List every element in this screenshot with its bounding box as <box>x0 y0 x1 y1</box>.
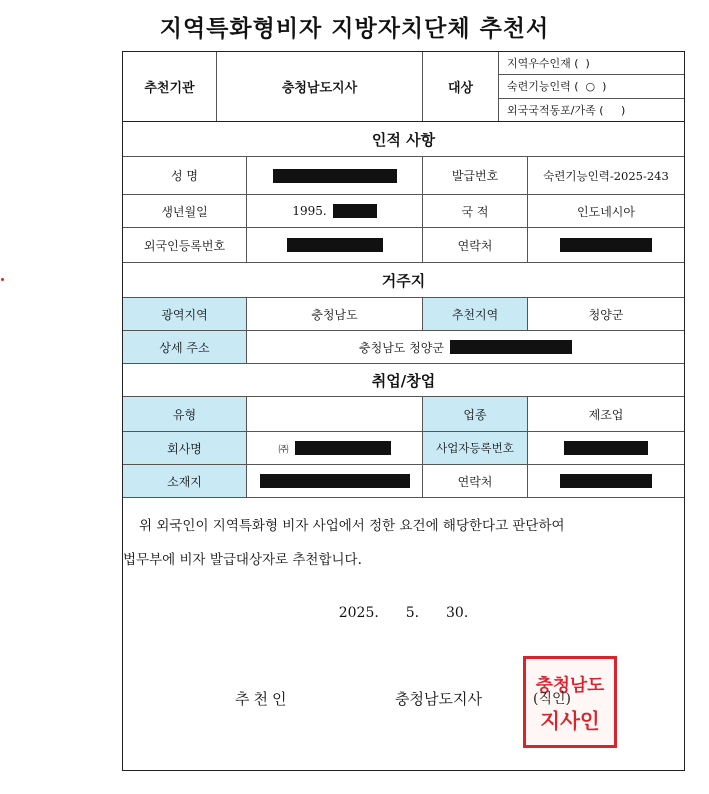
personal-section-row <box>123 122 684 157</box>
name-value <box>247 157 423 194</box>
signature-label: 추천인 <box>235 690 291 708</box>
seal-text-bottom: 지사인 <box>540 709 600 734</box>
company-label: 회사명 <box>123 432 247 464</box>
redaction-bar <box>450 340 572 354</box>
statement-line-1: 위 외국인이 지역특화형 비자 사업에서 정한 요건에 해당한다고 판단하여 <box>139 518 565 534</box>
residence-section-row <box>123 263 684 298</box>
recommendation-form <box>122 51 685 771</box>
redaction-bar <box>295 441 391 455</box>
company-row <box>123 432 684 465</box>
issue-date <box>123 605 684 621</box>
nationality-label: 국 적 <box>423 195 528 227</box>
biz-reg-label: 사업자등록번호 <box>423 432 528 464</box>
seal-text-top: 충청남도 <box>535 675 605 696</box>
employment-section-row <box>123 364 684 397</box>
header-row <box>123 52 684 122</box>
target-options <box>499 52 684 121</box>
signature-name: 충청남도지사 <box>395 690 482 708</box>
birth-year: 1995. <box>292 204 327 218</box>
issue-no-label: 발급번호 <box>423 157 528 194</box>
recommender-label: 추천기관 <box>123 52 217 121</box>
type-row <box>123 397 684 432</box>
redaction-bar <box>560 474 652 488</box>
location-label: 소재지 <box>123 465 247 497</box>
redaction-bar <box>560 238 652 252</box>
redaction-bar <box>287 238 383 252</box>
alien-reg-value <box>247 228 423 262</box>
address-label: 상세 주소 <box>123 331 247 363</box>
rec-region-label: 추천지역 <box>423 298 528 330</box>
employment-section-title: 취업/창업 <box>371 371 436 390</box>
location-row <box>123 465 684 498</box>
date-month: 5. <box>405 605 420 621</box>
biz-reg-value <box>528 432 684 464</box>
recommender-value: 충청남도지사 <box>217 52 423 121</box>
birth-row <box>123 195 684 228</box>
residence-section-title: 거주지 <box>381 271 426 290</box>
seal-note: (직인) <box>533 691 571 707</box>
location-value <box>247 465 423 497</box>
statement-line-2: 법무부에 비자 발급대상자로 추천합니다. <box>123 552 362 568</box>
issue-no-value: 숙련기능인력-2025-243 <box>543 168 669 183</box>
nationality-value: 인도네시아 <box>577 204 635 219</box>
birth-value <box>247 195 423 227</box>
company-value <box>247 432 423 464</box>
redaction-bar <box>564 441 648 455</box>
company-contact-label: 연락처 <box>423 465 528 497</box>
address-value <box>247 331 684 363</box>
date-year: 2025. <box>338 605 379 621</box>
margin-mark <box>1 278 4 281</box>
region-row <box>123 298 684 331</box>
region-label: 광역지역 <box>123 298 247 330</box>
redaction-bar <box>260 474 410 488</box>
redaction-bar <box>273 169 397 183</box>
option-overseas-korean: 외국국적동포/가족 ( ) <box>507 103 626 117</box>
address-row <box>123 331 684 364</box>
region-value: 충청남도 <box>247 298 423 330</box>
industry-label: 업종 <box>423 397 528 431</box>
personal-contact-label: 연락처 <box>423 228 528 262</box>
name-label: 성 명 <box>123 157 247 194</box>
document-title: 지역특화형비자 지방자치단체 추천서 <box>159 16 550 42</box>
industry-value: 제조업 <box>588 407 624 422</box>
rec-region-value: 청양군 <box>588 307 624 322</box>
name-row <box>123 157 684 195</box>
option-local-talent: 지역우수인재 ( ) <box>499 52 684 75</box>
birth-label: 생년월일 <box>123 195 247 227</box>
personal-contact-value <box>528 228 684 262</box>
redaction-bar <box>333 204 377 218</box>
target-label: 대상 <box>423 52 499 121</box>
address-text: 충청남도 청양군 <box>359 340 444 355</box>
type-label: 유형 <box>123 397 247 431</box>
company-contact-value <box>528 465 684 497</box>
option-skilled-worker: 숙련기능인력 ( ○ ) <box>499 75 684 98</box>
type-value <box>247 397 423 431</box>
alien-reg-label: 외국인등록번호 <box>123 228 247 262</box>
company-prefix: ㈜ <box>278 444 289 456</box>
date-day: 30. <box>446 605 469 621</box>
alien-reg-row <box>123 228 684 263</box>
personal-section-title: 인적 사항 <box>371 130 436 149</box>
